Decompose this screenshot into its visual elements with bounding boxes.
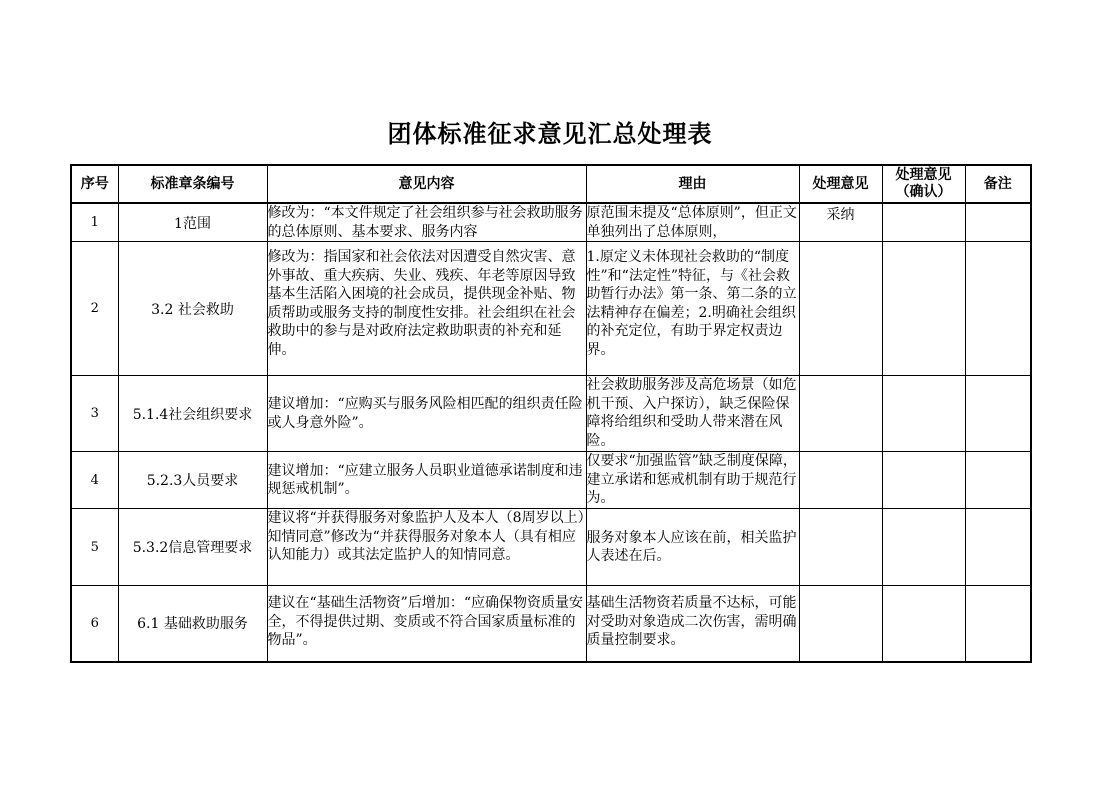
table-row <box>71 509 1031 586</box>
cell-content: 建议增加：“应购买与服务风险相匹配的组织责任险或人身意外险”。 <box>267 376 586 452</box>
header-decision: 处理意见 <box>799 165 882 203</box>
cell-clause: 5.3.2信息管理要求 <box>118 509 267 586</box>
cell-remark <box>965 586 1031 662</box>
cell-remark <box>965 376 1031 452</box>
cell-clause: 3.2 社会救助 <box>118 242 267 376</box>
cell-decision: 采纳 <box>799 203 882 242</box>
cell-reason-text: 原范围未提及“总体原则”，但正文单独列出了总体原则， <box>586 205 797 240</box>
cell-clause: 6.1 基础救助服务 <box>118 586 267 662</box>
cell-clause: 5.2.3人员要求 <box>118 452 267 509</box>
header-clause: 标准章条编号 <box>118 165 267 203</box>
cell-reason: 基础生活物资若质量不达标，可能对受助对象造成二次伤害，需明确质量控制要求。 <box>586 586 799 662</box>
header-row <box>71 165 1031 203</box>
cell-num: 4 <box>71 452 118 509</box>
cell-content: 修改为：指国家和社会依法对因遭受自然灾害、意外事故、重大疾病、失业、残疾、年老等原因导致基本生活陷入困境的社会成员，提供现金补贴、物质帮助或服务支持的制度性安排。社会组织在社会救助中的参与是对政府法定救助职责的补充和延伸。 <box>267 242 586 376</box>
cell-content: 建议增加：“应建立服务人员职业道德承诺制度和违规惩戒机制”。 <box>267 452 586 509</box>
cell-content: 建议在“基础生活物资”后增加：“应确保物资质量安全，不得提供过期、变质或不符合国家质量标准的物品”。 <box>267 586 586 662</box>
cell-confirm <box>882 452 965 509</box>
header-num: 序号 <box>71 165 118 203</box>
header-remark: 备注 <box>965 165 1031 203</box>
table-row <box>71 452 1031 509</box>
cell-remark <box>965 452 1031 509</box>
cell-content <box>267 203 586 242</box>
cell-decision <box>799 586 882 662</box>
cell-confirm <box>882 203 965 242</box>
cell-decision <box>799 509 882 586</box>
table-row <box>71 586 1031 662</box>
cell-num: 1 <box>71 203 118 242</box>
cell-remark <box>965 242 1031 376</box>
cell-num: 2 <box>71 242 118 376</box>
cell-content: 建议将“并获得服务对象监护人及本人（8周岁以上）知情同意”修改为“并获得服务对象本人（具有相应认知能力）或其法定监护人的知情同意。 <box>267 509 586 586</box>
table-row <box>71 203 1031 242</box>
cell-confirm <box>882 509 965 586</box>
table-row <box>71 242 1031 376</box>
cell-reason: 仅要求“加强监管”缺乏制度保障，建立承诺和惩戒机制有助于规范行为。 <box>586 452 799 509</box>
cell-decision <box>799 376 882 452</box>
cell-reason: 社会救助服务涉及高危场景（如危机干预、入户探访），缺乏保险保障将给组织和受助人带来潜在风险。 <box>586 376 799 452</box>
cell-remark <box>965 509 1031 586</box>
cell-clause: 5.1.4社会组织要求 <box>118 376 267 452</box>
header-confirm: 处理意见（确认） <box>882 165 965 203</box>
cell-remark <box>965 203 1031 242</box>
cell-content-text: 修改为：“本文件规定了社会组织参与社会救助服务的总体原则、基本要求、服务内容 <box>267 205 583 240</box>
cell-confirm <box>882 586 965 662</box>
cell-decision <box>799 242 882 376</box>
cell-confirm <box>882 242 965 376</box>
header-content: 意见内容 <box>267 165 586 203</box>
cell-reason: 1.原定义未体现社会救助的“制度性”和“法定性”特征，与《社会救助暂行办法》第一条、第二条的立法精神存在偏差；2.明确社会组织的补充定位，有助于界定权责边界。 <box>586 242 799 376</box>
page-title: 团体标准征求意见汇总处理表 <box>387 120 713 148</box>
cell-decision <box>799 452 882 509</box>
table-row <box>71 376 1031 452</box>
cell-reason: 服务对象本人应该在前，相关监护人表述在后。 <box>586 509 799 586</box>
cell-reason <box>586 203 799 242</box>
cell-confirm <box>882 376 965 452</box>
cell-clause: 1范围 <box>118 203 267 242</box>
summary-table <box>70 164 1032 663</box>
cell-num: 3 <box>71 376 118 452</box>
cell-num: 6 <box>71 586 118 662</box>
header-reason: 理由 <box>586 165 799 203</box>
cell-num: 5 <box>71 509 118 586</box>
